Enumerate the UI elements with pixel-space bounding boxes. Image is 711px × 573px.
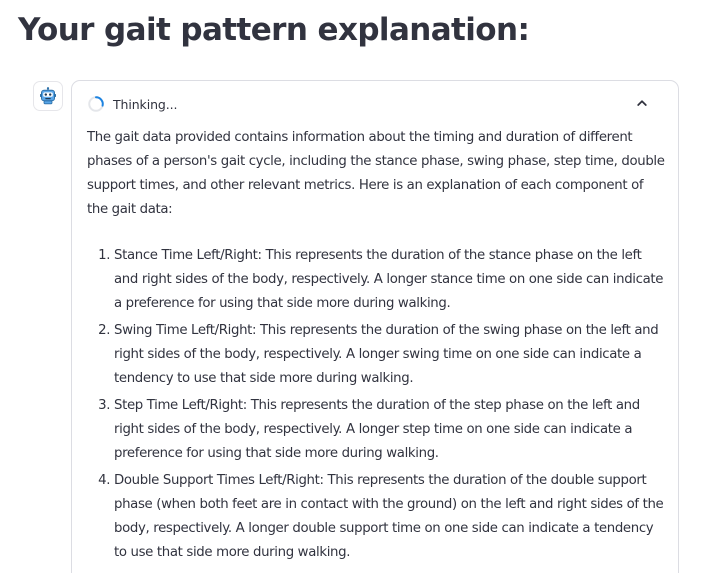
list-item: 2. Swing Time Left/Right: This represents the duration of the swing phase on the left and right sides of the body, respectively. A longer swing time on one side can indicate a tendency to use that side more during walking. [114, 319, 667, 391]
explanation-list [87, 244, 667, 565]
status-header[interactable] [87, 93, 665, 115]
spinner-icon [87, 95, 105, 113]
robot-icon [39, 87, 57, 105]
status-label: Thinking... [113, 96, 178, 112]
list-item: 3. Step Time Left/Right: This represents the duration of the step phase on the left and right sides of the body, respectively. A longer step time on one side can indicate a preference for using that side more during walking. [114, 394, 667, 466]
status-container [71, 80, 679, 573]
assistant-avatar [33, 81, 63, 111]
list-item: 1. Stance Time Left/Right: This represents the duration of the stance phase on the left and right sides of the body, respectively. A longer stance time on one side can indicate a preference for using that side more during walking. [114, 244, 667, 316]
explanation-intro: The gait data provided contains information about the timing and duration of different phases of a person's gait cycle, including the stance phase, swing phase, step time, double support times, and other relevant metrics. Here is an explanation of each component of the gait data: [87, 130, 665, 217]
page-title: Your gait pattern explanation: [18, 12, 530, 48]
list-item: 4. Double Support Times Left/Right: This represents the duration of the double support phase (when both feet are in contact with the ground) on the left and right sides of the body, respectively. A longer double support time on one side can indicate a tendency to use that side more during walking. [114, 469, 667, 565]
explanation-content [87, 126, 667, 568]
chevron-up-icon[interactable] [635, 96, 649, 110]
